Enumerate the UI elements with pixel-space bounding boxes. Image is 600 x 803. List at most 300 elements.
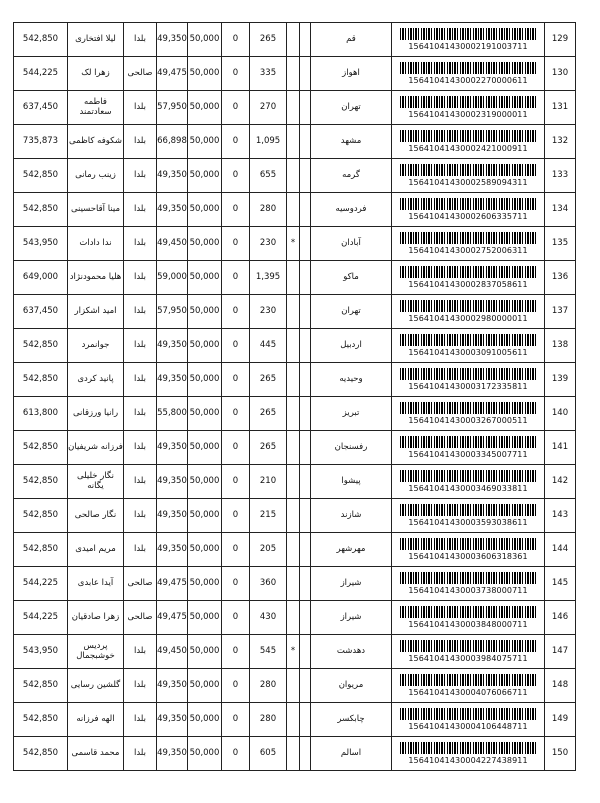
code-cell: 265 (250, 23, 287, 57)
name-cell: پردیس خوشبجمال (68, 635, 124, 669)
code-cell: 280 (250, 193, 287, 227)
zero-cell: 0 (222, 57, 250, 91)
mark-cell (287, 125, 300, 159)
name-cell: ندا دادات (68, 227, 124, 261)
barcode-icon (400, 300, 536, 312)
blank-cell (300, 465, 311, 499)
base-cell: 50,000 (188, 261, 222, 295)
reference-number: 15641041430003606318361 (408, 551, 528, 561)
amount-cell: 542,850 (14, 703, 68, 737)
table-row (14, 737, 576, 771)
amount-cell: 543,950 (14, 635, 68, 669)
barcode-cell (392, 363, 545, 397)
paid-cell: 49,450 (157, 635, 188, 669)
paid-cell: 57,950 (157, 91, 188, 125)
city-cell: ماکو (311, 261, 392, 295)
type-cell: بلدا (124, 397, 157, 431)
code-cell: 265 (250, 363, 287, 397)
paid-cell: 57,950 (157, 295, 188, 329)
table-row (14, 227, 576, 261)
code-cell: 280 (250, 669, 287, 703)
reference-number: 15641041430002270000611 (408, 75, 528, 85)
row-number: 145 (545, 567, 576, 601)
mark-cell (287, 91, 300, 125)
type-cell: بلدا (124, 465, 157, 499)
name-cell: رانیا ورزقانی (68, 397, 124, 431)
city-cell: وحیدیه (311, 363, 392, 397)
barcode-icon (400, 96, 536, 108)
blank-cell (300, 499, 311, 533)
zero-cell: 0 (222, 499, 250, 533)
blank-cell (300, 125, 311, 159)
mark-cell (287, 295, 300, 329)
name-cell: محمد قاسمی (68, 737, 124, 771)
name-cell: پانید کردی (68, 363, 124, 397)
mark-cell (287, 397, 300, 431)
name-cell: زینب رمانی (68, 159, 124, 193)
zero-cell: 0 (222, 295, 250, 329)
city-cell: شیراز (311, 567, 392, 601)
barcode-icon (400, 572, 536, 584)
city-cell: اسالم (311, 737, 392, 771)
name-cell: مریم امیدی (68, 533, 124, 567)
base-cell: 50,000 (188, 397, 222, 431)
zero-cell: 0 (222, 737, 250, 771)
row-number: 129 (545, 23, 576, 57)
blank-cell (300, 159, 311, 193)
reference-number: 15641041430003848000711 (408, 619, 528, 629)
barcode-icon (400, 470, 536, 482)
city-cell: قم (311, 23, 392, 57)
table-row (14, 465, 576, 499)
mark-cell (287, 737, 300, 771)
barcode-icon (400, 28, 536, 40)
base-cell: 50,000 (188, 91, 222, 125)
paid-cell: 49,350 (157, 23, 188, 57)
city-cell: دهدشت (311, 635, 392, 669)
city-cell: تبریز (311, 397, 392, 431)
table-row (14, 499, 576, 533)
name-cell: زهرا لک (68, 57, 124, 91)
name-cell: فاطمه سعادتمند (68, 91, 124, 125)
row-number: 140 (545, 397, 576, 431)
mark-cell (287, 363, 300, 397)
records-table-body (14, 23, 576, 771)
barcode-icon (400, 402, 536, 414)
type-cell: بلدا (124, 329, 157, 363)
paid-cell: 49,350 (157, 159, 188, 193)
barcode-icon (400, 708, 536, 720)
amount-cell: 542,850 (14, 737, 68, 771)
zero-cell: 0 (222, 431, 250, 465)
paid-cell: 49,350 (157, 431, 188, 465)
zero-cell: 0 (222, 397, 250, 431)
code-cell: 215 (250, 499, 287, 533)
base-cell: 50,000 (188, 703, 222, 737)
row-number: 143 (545, 499, 576, 533)
name-cell: شکوفه کاظمی (68, 125, 124, 159)
blank-cell (300, 703, 311, 737)
type-cell: بلدا (124, 227, 157, 261)
zero-cell: 0 (222, 159, 250, 193)
code-cell: 1,095 (250, 125, 287, 159)
zero-cell: 0 (222, 703, 250, 737)
row-number: 135 (545, 227, 576, 261)
reference-number: 15641041430002606335711 (408, 211, 528, 221)
barcode-cell (392, 703, 545, 737)
reference-number: 15641041430002589094311 (408, 177, 528, 187)
barcode-cell (392, 125, 545, 159)
paid-cell: 49,350 (157, 737, 188, 771)
code-cell: 445 (250, 329, 287, 363)
barcode-cell (392, 193, 545, 227)
name-cell: مینا آقاحسینی (68, 193, 124, 227)
row-number: 144 (545, 533, 576, 567)
base-cell: 50,000 (188, 499, 222, 533)
paid-cell: 49,475 (157, 601, 188, 635)
base-cell: 50,000 (188, 669, 222, 703)
row-number: 142 (545, 465, 576, 499)
name-cell: جوانمرد (68, 329, 124, 363)
barcode-icon (400, 640, 536, 652)
zero-cell: 0 (222, 329, 250, 363)
paid-cell: 49,350 (157, 193, 188, 227)
barcode-cell (392, 567, 545, 601)
city-cell: پیشوا (311, 465, 392, 499)
barcode-cell (392, 431, 545, 465)
mark-cell: * (287, 635, 300, 669)
paid-cell: 49,350 (157, 363, 188, 397)
zero-cell: 0 (222, 91, 250, 125)
type-cell: بلدا (124, 669, 157, 703)
blank-cell (300, 737, 311, 771)
city-cell: چابکسر (311, 703, 392, 737)
mark-cell (287, 465, 300, 499)
zero-cell: 0 (222, 363, 250, 397)
mark-cell (287, 567, 300, 601)
name-cell: ليلا افتخاری (68, 23, 124, 57)
table-row (14, 159, 576, 193)
type-cell: بلدا (124, 499, 157, 533)
mark-cell (287, 193, 300, 227)
barcode-icon (400, 674, 536, 686)
paid-cell: 49,350 (157, 703, 188, 737)
reference-number: 15641041430003091005611 (408, 347, 528, 357)
reference-number: 15641041430003738000711 (408, 585, 528, 595)
table-row (14, 567, 576, 601)
table-row (14, 669, 576, 703)
blank-cell (300, 601, 311, 635)
mark-cell (287, 431, 300, 465)
base-cell: 50,000 (188, 159, 222, 193)
amount-cell: 542,850 (14, 329, 68, 363)
barcode-icon (400, 198, 536, 210)
zero-cell: 0 (222, 23, 250, 57)
blank-cell (300, 23, 311, 57)
barcode-cell (392, 57, 545, 91)
blank-cell (300, 669, 311, 703)
city-cell: آبادان (311, 227, 392, 261)
paid-cell: 49,350 (157, 533, 188, 567)
type-cell: بلدا (124, 635, 157, 669)
barcode-icon (400, 742, 536, 754)
city-cell: شازند (311, 499, 392, 533)
table-row (14, 57, 576, 91)
zero-cell: 0 (222, 533, 250, 567)
barcode-icon (400, 232, 536, 244)
row-number: 132 (545, 125, 576, 159)
base-cell: 50,000 (188, 329, 222, 363)
type-cell: بلدا (124, 23, 157, 57)
row-number: 149 (545, 703, 576, 737)
amount-cell: 542,850 (14, 669, 68, 703)
paid-cell: 49,350 (157, 499, 188, 533)
amount-cell: 544,225 (14, 601, 68, 635)
blank-cell (300, 397, 311, 431)
name-cell: امید اشکزار (68, 295, 124, 329)
name-cell: آیدا عابدی (68, 567, 124, 601)
amount-cell: 544,225 (14, 567, 68, 601)
reference-number: 15641041430003267000511 (408, 415, 528, 425)
barcode-cell (392, 465, 545, 499)
row-number: 131 (545, 91, 576, 125)
code-cell: 270 (250, 91, 287, 125)
mark-cell (287, 703, 300, 737)
code-cell: 335 (250, 57, 287, 91)
code-cell: 605 (250, 737, 287, 771)
type-cell: بلدا (124, 533, 157, 567)
barcode-icon (400, 266, 536, 278)
row-number: 141 (545, 431, 576, 465)
base-cell: 50,000 (188, 295, 222, 329)
barcode-cell (392, 499, 545, 533)
amount-cell: 542,850 (14, 533, 68, 567)
paid-cell: 49,350 (157, 329, 188, 363)
type-cell: صالحی (124, 601, 157, 635)
mark-cell (287, 261, 300, 295)
amount-cell: 649,000 (14, 261, 68, 295)
row-number: 148 (545, 669, 576, 703)
row-number: 147 (545, 635, 576, 669)
name-cell: فرزانه شریفیان (68, 431, 124, 465)
row-number: 138 (545, 329, 576, 363)
reference-number: 15641041430003345007711 (408, 449, 528, 459)
amount-cell: 542,850 (14, 431, 68, 465)
blank-cell (300, 91, 311, 125)
code-cell: 230 (250, 295, 287, 329)
type-cell: بلدا (124, 159, 157, 193)
amount-cell: 542,850 (14, 465, 68, 499)
amount-cell: 613,800 (14, 397, 68, 431)
reference-number: 15641041430002837058611 (408, 279, 528, 289)
code-cell: 360 (250, 567, 287, 601)
city-cell: گرمه (311, 159, 392, 193)
barcode-cell (392, 23, 545, 57)
city-cell: رفسنجان (311, 431, 392, 465)
name-cell: نگار خلیلی یگانه (68, 465, 124, 499)
paid-cell: 55,800 (157, 397, 188, 431)
barcode-icon (400, 436, 536, 448)
amount-cell: 542,850 (14, 159, 68, 193)
base-cell: 50,000 (188, 431, 222, 465)
barcode-cell (392, 737, 545, 771)
base-cell: 50,000 (188, 533, 222, 567)
base-cell: 50,000 (188, 567, 222, 601)
type-cell: بلدا (124, 703, 157, 737)
zero-cell: 0 (222, 669, 250, 703)
city-cell: مشهد (311, 125, 392, 159)
base-cell: 50,000 (188, 635, 222, 669)
name-cell: هلیا محمودنژاد (68, 261, 124, 295)
table-row (14, 363, 576, 397)
code-cell: 205 (250, 533, 287, 567)
barcode-cell (392, 91, 545, 125)
amount-cell: 637,450 (14, 295, 68, 329)
barcode-icon (400, 538, 536, 550)
paid-cell: 66,898 (157, 125, 188, 159)
barcode-cell (392, 635, 545, 669)
reference-number: 15641041430002191003711 (408, 41, 528, 51)
table-row (14, 193, 576, 227)
table-row (14, 397, 576, 431)
blank-cell (300, 431, 311, 465)
reference-number: 15641041430003469033811 (408, 483, 528, 493)
zero-cell: 0 (222, 125, 250, 159)
barcode-cell (392, 397, 545, 431)
paid-cell: 49,450 (157, 227, 188, 261)
barcode-icon (400, 504, 536, 516)
table-row (14, 635, 576, 669)
base-cell: 50,000 (188, 57, 222, 91)
name-cell: زهرا صادقیان (68, 601, 124, 635)
city-cell: مریوان (311, 669, 392, 703)
reference-number: 15641041430002421000911 (408, 143, 528, 153)
amount-cell: 637,450 (14, 91, 68, 125)
row-number: 137 (545, 295, 576, 329)
amount-cell: 544,225 (14, 57, 68, 91)
row-number: 139 (545, 363, 576, 397)
type-cell: بلدا (124, 91, 157, 125)
amount-cell: 543,950 (14, 227, 68, 261)
reference-number: 15641041430002319000011 (408, 109, 528, 119)
table-row (14, 295, 576, 329)
base-cell: 50,000 (188, 23, 222, 57)
barcode-icon (400, 334, 536, 346)
type-cell: بلدا (124, 363, 157, 397)
name-cell: الهه فرزانه (68, 703, 124, 737)
code-cell: 210 (250, 465, 287, 499)
barcode-cell (392, 533, 545, 567)
base-cell: 50,000 (188, 363, 222, 397)
code-cell: 265 (250, 431, 287, 465)
code-cell: 545 (250, 635, 287, 669)
blank-cell (300, 193, 311, 227)
type-cell: صالحی (124, 57, 157, 91)
base-cell: 50,000 (188, 737, 222, 771)
type-cell: بلدا (124, 431, 157, 465)
records-table (13, 22, 576, 771)
barcode-cell (392, 295, 545, 329)
city-cell: فردوسیه (311, 193, 392, 227)
row-number: 133 (545, 159, 576, 193)
table-row (14, 23, 576, 57)
mark-cell (287, 57, 300, 91)
blank-cell (300, 295, 311, 329)
reference-number: 15641041430004106448711 (408, 721, 528, 731)
reference-number: 15641041430002752006311 (408, 245, 528, 255)
mark-cell (287, 499, 300, 533)
amount-cell: 735,873 (14, 125, 68, 159)
barcode-cell (392, 261, 545, 295)
barcode-icon (400, 164, 536, 176)
mark-cell (287, 159, 300, 193)
blank-cell (300, 261, 311, 295)
name-cell: نگار صالحی (68, 499, 124, 533)
barcode-cell (392, 601, 545, 635)
reference-number: 15641041430003172335811 (408, 381, 528, 391)
zero-cell: 0 (222, 193, 250, 227)
paid-cell: 49,350 (157, 669, 188, 703)
paid-cell: 59,000 (157, 261, 188, 295)
code-cell: 230 (250, 227, 287, 261)
barcode-icon (400, 606, 536, 618)
city-cell: تهران (311, 91, 392, 125)
barcode-icon (400, 130, 536, 142)
zero-cell: 0 (222, 261, 250, 295)
table-row (14, 125, 576, 159)
code-cell: 430 (250, 601, 287, 635)
city-cell: شیراز (311, 601, 392, 635)
table-row (14, 533, 576, 567)
city-cell: اهواز (311, 57, 392, 91)
reference-number: 15641041430003593038611 (408, 517, 528, 527)
blank-cell (300, 567, 311, 601)
blank-cell (300, 57, 311, 91)
base-cell: 50,000 (188, 601, 222, 635)
paid-cell: 49,475 (157, 567, 188, 601)
mark-cell (287, 669, 300, 703)
zero-cell: 0 (222, 601, 250, 635)
table-row (14, 91, 576, 125)
code-cell: 655 (250, 159, 287, 193)
city-cell: تهران (311, 295, 392, 329)
mark-cell (287, 329, 300, 363)
row-number: 130 (545, 57, 576, 91)
mark-cell (287, 23, 300, 57)
paid-cell: 49,350 (157, 465, 188, 499)
city-cell: اردبیل (311, 329, 392, 363)
mark-cell: * (287, 227, 300, 261)
barcode-cell (392, 227, 545, 261)
code-cell: 280 (250, 703, 287, 737)
mark-cell (287, 533, 300, 567)
blank-cell (300, 329, 311, 363)
barcode-cell (392, 329, 545, 363)
row-number: 134 (545, 193, 576, 227)
code-cell: 1,395 (250, 261, 287, 295)
zero-cell: 0 (222, 567, 250, 601)
type-cell: بلدا (124, 125, 157, 159)
barcode-cell (392, 669, 545, 703)
base-cell: 50,000 (188, 227, 222, 261)
name-cell: گلشین رسایی (68, 669, 124, 703)
row-number: 136 (545, 261, 576, 295)
blank-cell (300, 635, 311, 669)
reference-number: 15641041430004076066711 (408, 687, 528, 697)
zero-cell: 0 (222, 635, 250, 669)
type-cell: بلدا (124, 193, 157, 227)
mark-cell (287, 601, 300, 635)
